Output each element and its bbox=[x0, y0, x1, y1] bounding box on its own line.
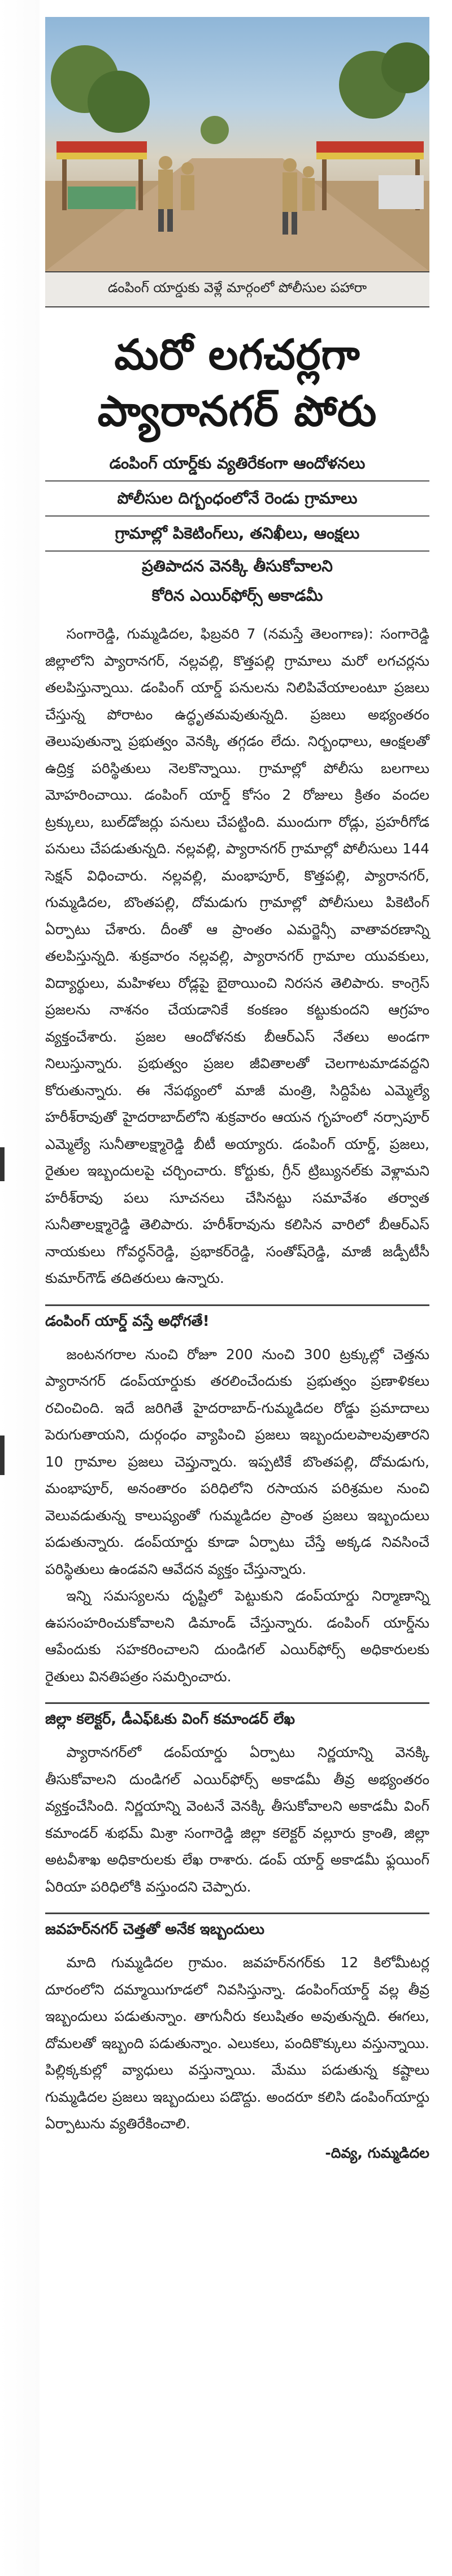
headline-line-2: ప్యారానగర్ పోరు bbox=[97, 387, 377, 436]
byline: -దివ్య, గుమ్మడిదల bbox=[325, 2144, 429, 2161]
section-title: డంపింగ్ యార్డ్ వస్తే అధోగతే! bbox=[45, 1304, 429, 1333]
subheads bbox=[45, 446, 429, 610]
section-body bbox=[45, 1739, 429, 1900]
photo-caption: డంపింగ్ యార్డుకు వెళ్లే మార్గంలో పోలీసుల పహారా bbox=[45, 271, 429, 307]
section-body bbox=[45, 1949, 429, 2166]
subhead: గ్రామాల్లో పికెటింగ్‌లు, తనిఖీలు, ఆంక్షలు bbox=[45, 517, 429, 552]
subhead: ప్రతిపాదన వెనక్కి తీసుకోవాలని bbox=[142, 557, 333, 575]
news-article bbox=[45, 17, 429, 2166]
headline-line-1: మరో లగచర్లగా bbox=[114, 331, 360, 379]
police-checkpoint-illustration bbox=[45, 17, 429, 271]
article-body bbox=[45, 621, 429, 1292]
edge-mark bbox=[0, 1147, 5, 1181]
subhead: డంపింగ్ యార్డ్‌కు వ్యతిరేకంగా ఆందోళనలు bbox=[45, 446, 429, 482]
news-photo bbox=[45, 17, 429, 271]
page-margin bbox=[0, 0, 40, 2576]
headline bbox=[45, 327, 429, 440]
subhead: కోరిన ఎయిర్‌ఫోర్స్ అకాడమీ bbox=[151, 586, 323, 605]
body-paragraph: మాది గుమ్మడిదల గ్రామం. జవహర్‌నగర్‌కు 12 కిలోమీటర్ల దూరంలోని దమ్మాయిగూడలో నివసిస్తున్నా. డంపింగ్‌యార్డ్ వల్ల తీవ్ర ఇబ్బందులు పడుతున్నాం. తాగునీరు కలుషితం అవుతున్నది. ఈగలు, దోమలతో ఇబ్బంది పడుతున్నాం. ఎలుకలు, పందికొక్కులు వస్తున్నాయి. పిల్లిక్కకుల్లో వ్యాధులు వస్తున్నాయి. మేము పడుతున్న కష్టాలు గుమ్మడిదల ప్రజలు ఇబ్బందులు పడొద్దు. అందరూ కలిసి డంపింగ్‌యార్డు ఏర్పాటును వ్యతిరేకించాలి. bbox=[45, 1954, 429, 2132]
body-paragraph: సంగారెడ్డి, గుమ్మడిదల, ఫిబ్రవరి 7 (నమస్తే తెలంగాణ): సంగారెడ్డి జిల్లాలోని ప్యారానగర్, నల్లవల్లి, కొత్తపల్లి గ్రామాలు మరో లగచర్లను తలపిస్తున్నాయి. డంపింగ్ యార్డ్ పనులను నిలిపివేయాలంటూ ప్రజలు చేస్తున్న పోరాటం ఉద్ధృతమవుతున్నది. ప్రజలు అభ్యంతరం తెలుపుతున్నా ప్రభుత్వం వెనక్కి తగ్గడం లేదు. నిర్బంధాలు, ఆంక్షలతో ఉద్రిక్త పరిస్థితులు నెలకొన్నాయి. గ్రామాల్లో పోలీసు బలగాలు మోహరించాయి. డంపింగ్ యార్డ్ కోసం 2 రోజులు క్రితం వందల ట్రక్కులు, బుల్‌డోజర్లు పనులు చేపట్టింది. ముందుగా రోడ్లు, ప్రహరీగోడ పనులు చేపడుతున్నది. నల్లవల్లి, ప్యారానగర్ గ్రామాల్లో పోలీసులు 144 సెక్షన్ విధించారు. నల్లవల్లి, మంభాపూర్, కొత్తపల్లి, ప్యారానగర్, గుమ్మడిదల, బొంతపల్లి, దోమడుగు గ్రామాల్లో పోలీసులు పికెటింగ్ ఏర్పాటు చేశారు. దీంతో ఆ ప్రాంతం ఎమర్జెన్సీ వాతావరణాన్ని తలపిస్తున్నది. శుక్రవారం నల్లవల్లి, ప్యారానగర్ గ్రామాల యువకులు, విద్యార్థులు, మహిళలు రోడ్లపై బైఠాయించి నిరసన తెలిపారు. కాంగ్రెస్ ప్రజలను నాశనం చేయడానికే కంకణం కట్టుకుందని ఆగ్రహం వ్యక్తంచేశారు. ప్రజల ఆందోళనకు బీఆర్ఎస్ నేతలు అండగా నిలుస్తున్నారు. ప్రభుత్వం ప్రజల జీవితాలతో చెలగాటమాడవద్దని కోరుతున్నారు. ఈ నేపథ్యంలో మాజీ మంత్రి, సిద్దిపేట ఎమ్మెల్యే హరీశ్‌రావుతో హైదరాబాద్‌లోని శుక్రవారం ఆయన గృహంలో నర్సాపూర్ ఎమ్మెల్యే సునీతాలక్ష్మారెడ్డి బీటీ అయ్యారు. డంపింగ్ యార్డ్, ప్రజలు, రైతుల ఇబ్బందులపై చర్చించారు. కోర్టుకు, గ్రీన్ ట్రిబ్యునల్‌కు వెళ్లామని హరీశ్‌రావు పలు సూచనలు చేసినట్టు సమావేశం తర్వాత సునీతాలక్ష్మారెడ్డి తెలిపారు. హరీశ్‌రావును కలిసిన వారిలో బీఆర్ఎస్ నాయకులు గోవర్ధన్‌రెడ్డి, ప్రభాకర్‌రెడ్డి, సంతోష్‌రెడ్డి, మాజీ జడ్పీటీసీ కుమార్‌గౌడ్ తదితరులు ఉన్నారు. bbox=[45, 626, 429, 1286]
body-paragraph: ప్యారానగర్‌లో డంప్‌యార్డు ఏర్పాటు నిర్ణయాన్ని వెనక్కి తీసుకోవాలని దుండిగల్ ఎయిర్‌ఫోర్స్ అకాడమీ తీవ్ర అభ్యంతరం వ్యక్తంచేసింది. నిర్ణయాన్ని వెంటనే వెనక్కి తీసుకోవాలని అకాడమీ వింగ్ కమాండర్ శుభమ్ మిశ్రా సంగారెడ్డి జిల్లా కలెక్టర్ వల్లూరు క్రాంతి, జిల్లా అటవీశాఖ అధికారులకు లేఖ రాశారు. డంప్ యార్డ్ అకాడమీ ఫ్లయింగ్ ఏరియా పరిధిలోకి వస్తుందని చెప్పారు. bbox=[45, 1744, 429, 1895]
body-paragraph: ఇన్ని సమస్యలను దృష్టిలో పెట్టుకుని డంప్‌యార్డు నిర్మాణాన్ని ఉపసంహరించుకోవాలని డిమాండ్ చేస్తున్నారు. డంపింగ్ యార్డ్‌ను ఆపేందుకు సహకరించాలని దుండిగల్ ఎయిర్‌ఫోర్స్ అధికారులకు రైతులు వినతిపత్రం సమర్పించారు. bbox=[45, 1588, 429, 1685]
edge-mark bbox=[0, 1436, 5, 1475]
subhead: పోలీసుల దిగ్బంధంలోనే రెండు గ్రామాలు bbox=[45, 482, 429, 517]
section-body bbox=[45, 1341, 429, 1690]
section-title: జిల్లా కలెక్టర్, డీఎఫ్‌ఓకు వింగ్ కమాండర్ లేఖ bbox=[45, 1702, 429, 1731]
body-paragraph: జంటనగరాల నుంచి రోజూ 200 నుంచి 300 ట్రక్కుల్లో చెత్తను ప్యారానగర్ డంప్‌యార్డుకు తరలించేందుకు ప్రభుత్వం ప్రణాళికలు రచించింది. ఇదే జరిగితే హైదరాబాద్-గుమ్మడిదల రోడ్డు ప్రమాదాలు పెరుగుతాయని, దుర్గంధం వ్యాపించి ప్రజలు ఇబ్బందులపాలవుతారని 10 గ్రామాల ప్రజలు చెప్తున్నారు. ఇప్పటికే బొంతపల్లి, దోమడుగు, మంభాపూర్, అనంతారం పరిధిలోని రసాయన పరిశ్రమల నుంచి వెలువడుతున్న కాలుష్యంతో గుమ్మడిదల ప్రాంత ప్రజలు ఇబ్బందులు పడుతున్నారు. డంప్‌యార్డు కూడా ఏర్పాటు చేస్తే అక్కడ నివసించే పరిస్థితులు ఉండవని ఆవేదన వ్యక్తం చేస్తున్నారు. bbox=[45, 1346, 429, 1577]
section-title: జవహర్‌నగర్ చెత్తతో అనేక ఇబ్బందులు bbox=[45, 1913, 429, 1941]
